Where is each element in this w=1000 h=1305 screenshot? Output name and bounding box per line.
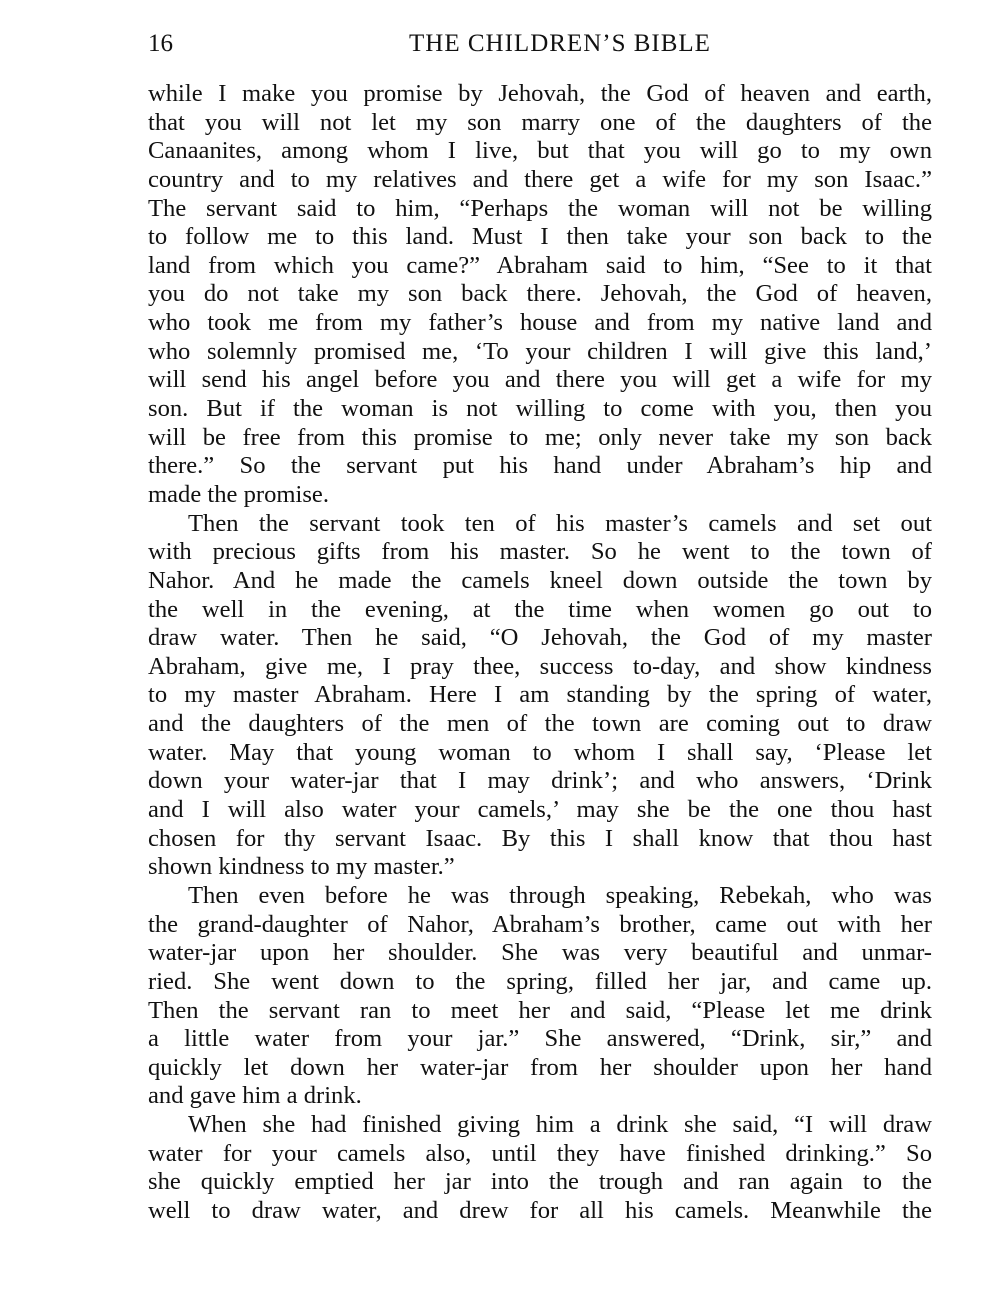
text-line: with precious gifts from his master. So he went to the town of (148, 538, 932, 566)
text-line: and gave him a drink. (148, 1082, 362, 1110)
text-line: Then the servant took ten of his master’s camels and set out (188, 509, 932, 537)
text-line: to follow me to this land. Must I then take your son back to the (148, 223, 932, 251)
text-line: and the daughters of the men of the town are coming out to draw (148, 710, 932, 738)
text-line: chosen for thy servant Isaac. By this I shall know that thou hast (148, 824, 932, 852)
text-line: ried. She went down to the spring, filled her jar, and came up. (148, 967, 932, 995)
text-line: son. But if the woman is not willing to come with you, then you (148, 395, 932, 423)
text-line: who solemnly promised me, ‘To your children I will give this land,’ (148, 337, 932, 365)
paragraph (148, 80, 932, 510)
text-line: water. May that young woman to whom I shall say, ‘Please let (148, 738, 932, 766)
text-line: you do not take my son back there. Jehovah, the God of heaven, (148, 280, 932, 308)
paragraph (148, 1111, 932, 1226)
text-line: down your water-jar that I may drink’; and who answers, ‘Drink (148, 767, 932, 795)
text-line: Abraham, give me, I pray thee, success to-day, and show kindness (148, 652, 932, 680)
text-line: shown kindness to my master.” (148, 853, 455, 881)
text-line: land from which you came?” Abraham said to him, “See to it that (148, 251, 932, 279)
text-line: the grand-daughter of Nahor, Abraham’s brother, came out with her (148, 910, 932, 938)
text-line: she quickly emptied her jar into the trough and ran again to the (148, 1168, 932, 1196)
text-line: the well in the evening, at the time when women go out to (148, 595, 932, 623)
text-line: while I make you promise by Jehovah, the God of heaven and earth, (148, 80, 932, 107)
text-line: When she had finished giving him a drink she said, “I will draw (188, 1111, 932, 1139)
text-line: country and to my relatives and there get a wife for my son Isaac.” (148, 165, 932, 193)
text-line: there.” So the servant put his hand under Abraham’s hip and (148, 452, 932, 480)
text-line: Then even before he was through speaking, Rebekah, who was (188, 881, 932, 909)
text-line: Then the servant ran to meet her and said, “Please let me drink (148, 996, 932, 1024)
text-line: well to draw water, and drew for all his camels. Meanwhile the (148, 1196, 932, 1224)
page-header (148, 28, 932, 60)
text-line: water for your camels also, until they have finished drinking.” So (148, 1139, 932, 1167)
text-line: Nahor. And he made the camels kneel down outside the town by (148, 566, 932, 594)
page-number: 16 (148, 30, 173, 57)
body-text (148, 80, 932, 1226)
text-line: to my master Abraham. Here I am standing by the spring of water, (148, 681, 932, 709)
text-line: The servant said to him, “Perhaps the woman will not be willing (148, 194, 932, 222)
text-line: and I will also water your camels,’ may she be the one thou hast (148, 796, 932, 824)
text-line: Canaanites, among whom I live, but that you will go to my own (148, 137, 932, 165)
text-line: water-jar upon her shoulder. She was very beautiful and unmar- (148, 939, 932, 967)
paragraph (148, 882, 932, 1111)
paragraph (148, 510, 932, 882)
text-line: that you will not let my son marry one of the daughters of the (148, 108, 932, 136)
text-line: quickly let down her water-jar from her shoulder upon her hand (148, 1053, 932, 1081)
text-line: a little water from your jar.” She answered, “Drink, sir,” and (148, 1025, 932, 1053)
running-title: THE CHILDREN’S BIBLE (409, 30, 711, 57)
text-line: will send his angel before you and there you will get a wife for my (148, 366, 932, 394)
text-line: draw water. Then he said, “O Jehovah, the God of my master (148, 624, 932, 652)
text-line: made the promise. (148, 480, 329, 508)
text-line: will be free from this promise to me; only never take my son back (148, 423, 932, 451)
text-line: who took me from my father’s house and from my native land and (148, 309, 932, 337)
